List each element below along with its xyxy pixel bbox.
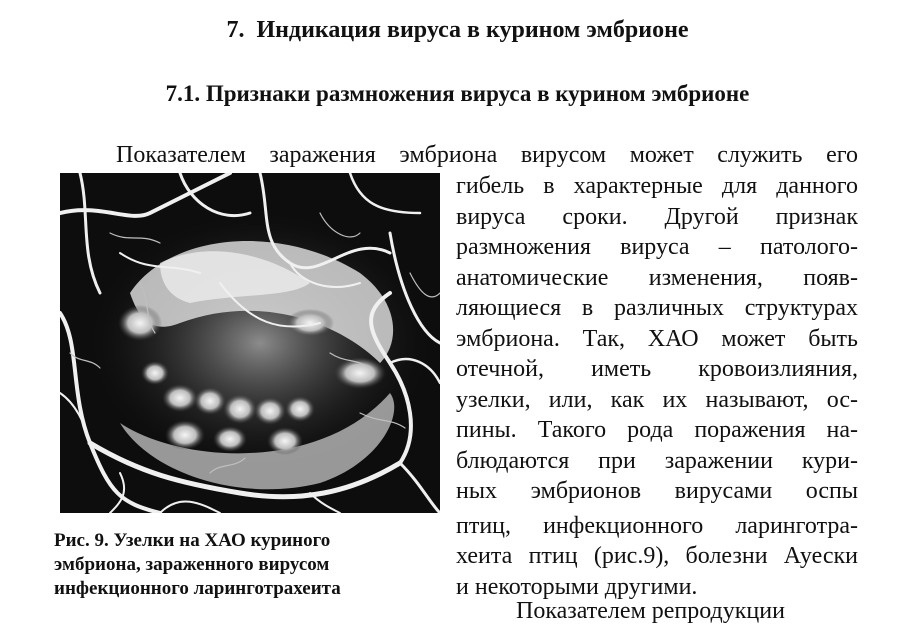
paragraph-first-line: Показателем заражения эмбриона вирусом может служить его <box>116 142 858 168</box>
paragraph-line: гибель в характерные для данного <box>456 173 858 199</box>
paragraph-line: эмбриона. Так, ХАО может быть <box>456 325 858 352</box>
caption-line: инфекционного ларинготрахеита <box>54 578 341 599</box>
paragraph-line: ных эмбрионов вирусами оспы <box>456 478 858 504</box>
section-title: 7. Индикация вируса в курином эмбрионе <box>226 17 689 43</box>
paragraph-line: узелки, или, как их называют, ос- <box>456 386 858 413</box>
paragraph-line: хеита птиц (рис.9), болезни Ауески <box>456 543 858 569</box>
paragraph-line: анатомические изменения, появ- <box>456 264 858 291</box>
paragraph-line: отечной, иметь кровоизлияния, <box>456 356 858 382</box>
caption-line: Рис. 9. Узелки на ХАО куриного <box>54 530 331 551</box>
paragraph-line: и некоторыми другими. <box>456 573 698 600</box>
figure-caption <box>54 529 434 601</box>
paragraph-line: птиц, инфекционного ларинготра- <box>456 512 858 539</box>
subsection-title: 7.1. Признаки размножения вируса в курином эмбрионе <box>165 81 750 106</box>
next-paragraph-partial: Показателем репродукции <box>516 598 785 624</box>
paragraph-line: пины. Такого рода поражения на- <box>456 417 858 443</box>
paragraph-line: вируса сроки. Другой признак <box>456 203 858 230</box>
paragraph-body <box>456 171 858 602</box>
paragraph-line: размножения вируса – патолого- <box>456 234 858 260</box>
caption-line: эмбриона, зараженного вирусом <box>54 554 330 575</box>
figure-cam-nodules-photo <box>60 173 440 513</box>
paragraph-line: блюдаются при заражении кури- <box>456 447 858 474</box>
paragraph-line: ляющиеся в различных структурах <box>456 295 858 321</box>
